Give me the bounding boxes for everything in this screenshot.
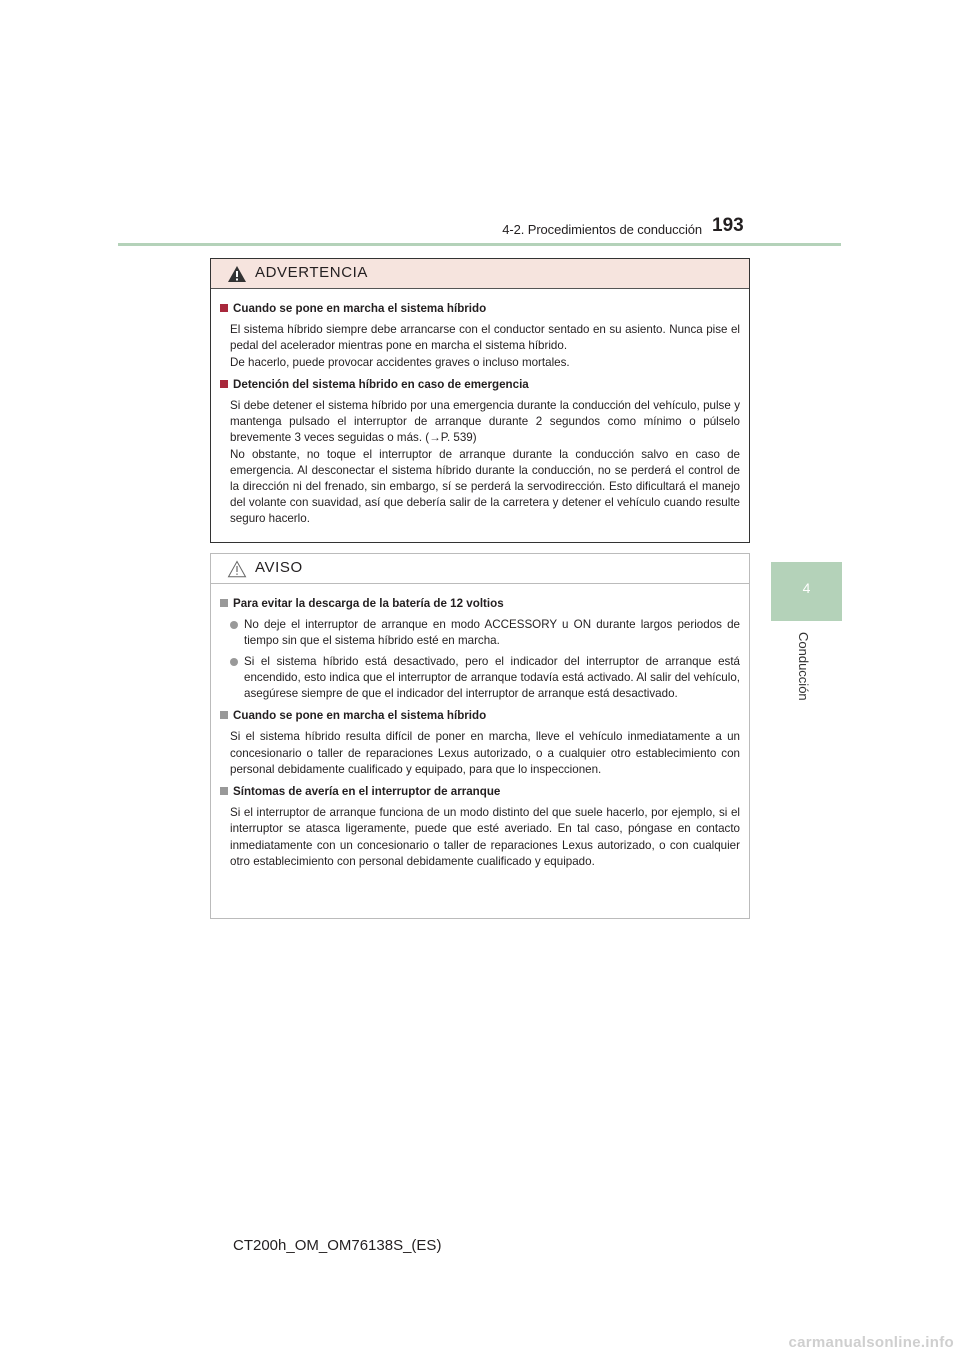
- header-rule: [118, 243, 841, 246]
- notice-header: [211, 554, 749, 584]
- warning-paragraph: De hacerlo, puede provocar accidentes graves o incluso mortales.: [230, 355, 570, 369]
- notice-subheading: Cuando se pone en marcha el sistema híbrido: [220, 708, 740, 724]
- warning-paragraph: Si debe detener el sistema híbrido por una emergencia durante la conducción del vehículo, pulse y mantenga pulsado el interruptor de arranque durante 2 segundos como mínimo o púlselo brevemente 3 veces seguidas o más. (→P. 539): [230, 399, 740, 445]
- notice-subheading: Para evitar la descarga de la batería de 12 voltios: [220, 596, 740, 612]
- notice-title: AVISO: [255, 559, 303, 576]
- notice-subheading: Síntomas de avería en el interruptor de arranque: [220, 784, 740, 800]
- section-title: 4-2. Procedimientos de conducción: [502, 222, 702, 237]
- warning-paragraph: El sistema híbrido siempre debe arrancarse con el conductor sentado en su asiento. Nunca pise el pedal del acelerador mientras pone en marcha el sistema híbrido.: [230, 323, 740, 353]
- warning-paragraph: No obstante, no toque el interruptor de arranque durante la conducción salvo en caso de emergencia. Al desconectar el sistema híbrido durante la conducción, no se perderá el control de la dirección ni del frenado, sin embargo, sí se perderá la servodirección. Esto dificultará el manejo del volante con suavidad, así que debería salir de la carretera y detener el vehículo cuando resulte seguro hacerlo.: [230, 447, 740, 526]
- square-bullet-icon: [220, 304, 228, 312]
- square-bullet-icon: [220, 787, 228, 795]
- list-item: Si el sistema híbrido está desactivado, pero el indicador del interruptor de arranque está encendido, esto indica que el interruptor de arranque todavía está activado. Al salir del vehículo, asegúrese siempre de que el indicador del interruptor de arranque está desactivado.: [230, 654, 740, 703]
- warning-subheading: Cuando se pone en marcha el sistema híbrido: [220, 301, 740, 317]
- circle-bullet-icon: [230, 621, 238, 629]
- square-bullet-icon: [220, 380, 228, 388]
- warning-triangle-icon: [227, 265, 247, 283]
- caution-triangle-outline-icon: [227, 560, 247, 578]
- list-item: No deje el interruptor de arranque en modo ACCESSORY u ON durante largos periodos de tiempo sin que el sistema híbrido esté en marcha.: [230, 617, 740, 649]
- page-number: 193: [712, 215, 744, 236]
- warning-header: [211, 259, 749, 289]
- chapter-number: 4: [802, 580, 811, 596]
- chapter-tab[interactable]: [771, 562, 842, 621]
- notice-box: [210, 553, 750, 919]
- document-code: CT200h_OM_OM76138S_(ES): [233, 1237, 442, 1254]
- watermark-link[interactable]: carmanualsonline.info: [788, 1334, 954, 1351]
- circle-bullet-icon: [230, 658, 238, 666]
- chapter-label: Conducción: [796, 632, 811, 701]
- warning-subheading: Detención del sistema híbrido en caso de emergencia: [220, 377, 740, 393]
- square-bullet-icon: [220, 599, 228, 607]
- warning-box: [210, 258, 750, 543]
- notice-paragraph: Si el interruptor de arranque funciona de un modo distinto del que suele hacerlo, por ejemplo, si el interruptor se atasca ligeramente, puede que esté averiado. En tal caso, póngase en contacto inmediatamente con un concesionario o taller de reparaciones Lexus autorizado, o con cualquier otro establecimiento con personal debidamente cualificado y equipado.: [230, 806, 740, 868]
- square-bullet-icon: [220, 711, 228, 719]
- warning-title: ADVERTENCIA: [255, 264, 369, 281]
- notice-paragraph: Si el sistema híbrido resulta difícil de poner en marcha, lleve el vehículo inmediatamente a un concesionario o taller de reparaciones Lexus autorizado, o a cualquier otro establecimiento con personal debidamente cualificado y equipado, para que lo inspeccionen.: [230, 730, 740, 776]
